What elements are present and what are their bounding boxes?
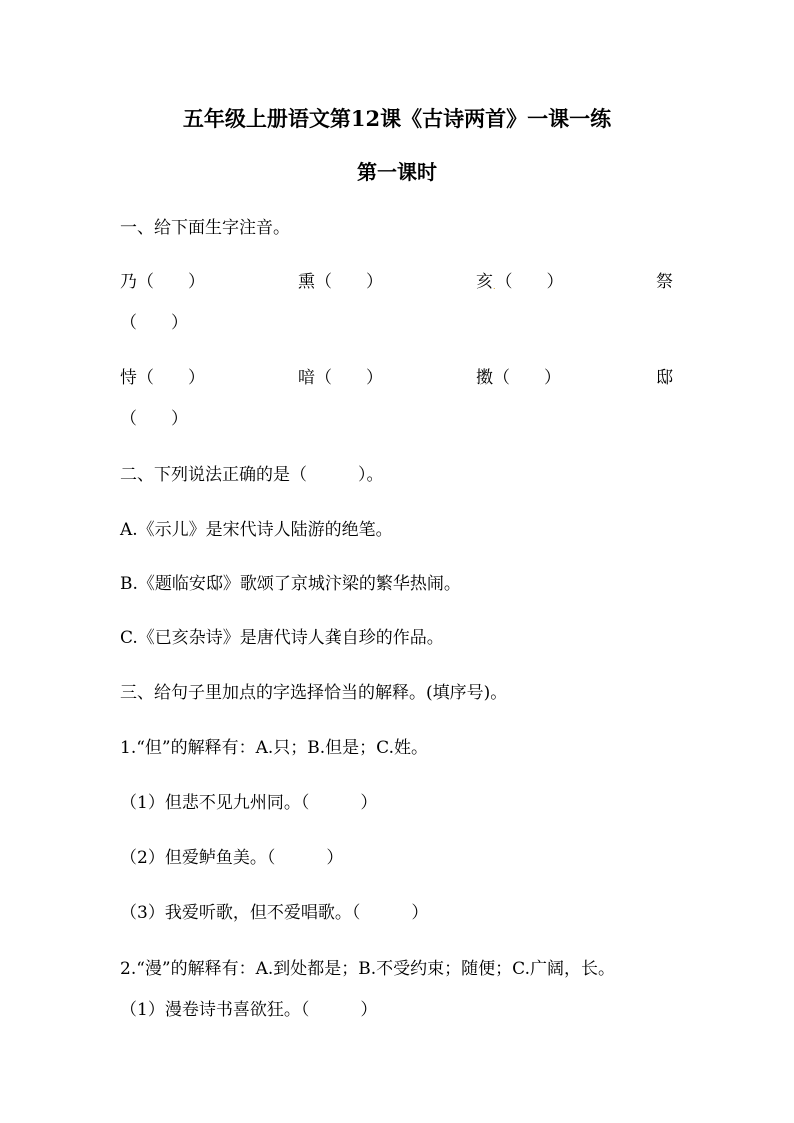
pinyin-item-ji: 祭 (656, 272, 673, 292)
q1-item-3: （3）我爱听歌，但不爱唱歌。（ ） (120, 903, 429, 923)
pinyin-char-hai: 亥 (476, 272, 493, 292)
pinyin-item-sou: 擞（ ） (476, 368, 561, 388)
option-a: A.《示儿》是宋代诗人陆游的绝笔。 (120, 520, 393, 540)
emphasis-dot: . (493, 282, 496, 291)
section3-heading: 三、给句子里加点的字选择恰当的解释。(填序号)。 (120, 683, 508, 703)
page-subtitle: 第一课时 (357, 160, 437, 184)
option-c: C.《已亥杂诗》是唐代诗人龚自珍的作品。 (120, 628, 444, 648)
pinyin-item-di-blank: （ ） (120, 409, 188, 429)
page-title: 五年级上册语文第12课《古诗两首》一课一练 (182, 106, 612, 131)
q2-prompt: 2.“漫”的解释有：A.到处都是；B.不受约束；随便；C.广阔，长。 (120, 959, 615, 979)
pinyin-item-hai (476, 272, 564, 295)
pinyin-item-shi: 恃（ ） (120, 368, 205, 388)
pinyin-blank-hai: （ ） (495, 272, 564, 292)
pinyin-item-xun: 熏（ ） (298, 272, 383, 292)
section1-heading: 一、给下面生字注音。 (120, 218, 290, 238)
q1-item-2: （2）但爱鲈鱼美。（ ） (120, 848, 344, 868)
pinyin-item-ji-blank: （ ） (120, 313, 188, 333)
q2-item-1: （1）漫卷诗书喜欲狂。（ ） (120, 1000, 378, 1020)
q1-prompt: 1.“但”的解释有：A.只；B.但是；C.姓。 (120, 738, 428, 758)
pinyin-item-di: 邸 (656, 368, 673, 388)
pinyin-item-yin: 喑（ ） (298, 368, 383, 388)
option-b: B.《题临安邸》歌颂了京城汴梁的繁华热闹。 (120, 574, 461, 594)
pinyin-item-nai: 乃（ ） (120, 272, 205, 292)
q1-item-1: （1）但悲不见九州同。（ ） (120, 793, 378, 813)
section2-heading: 二、下列说法正确的是（ ）。 (120, 465, 384, 485)
